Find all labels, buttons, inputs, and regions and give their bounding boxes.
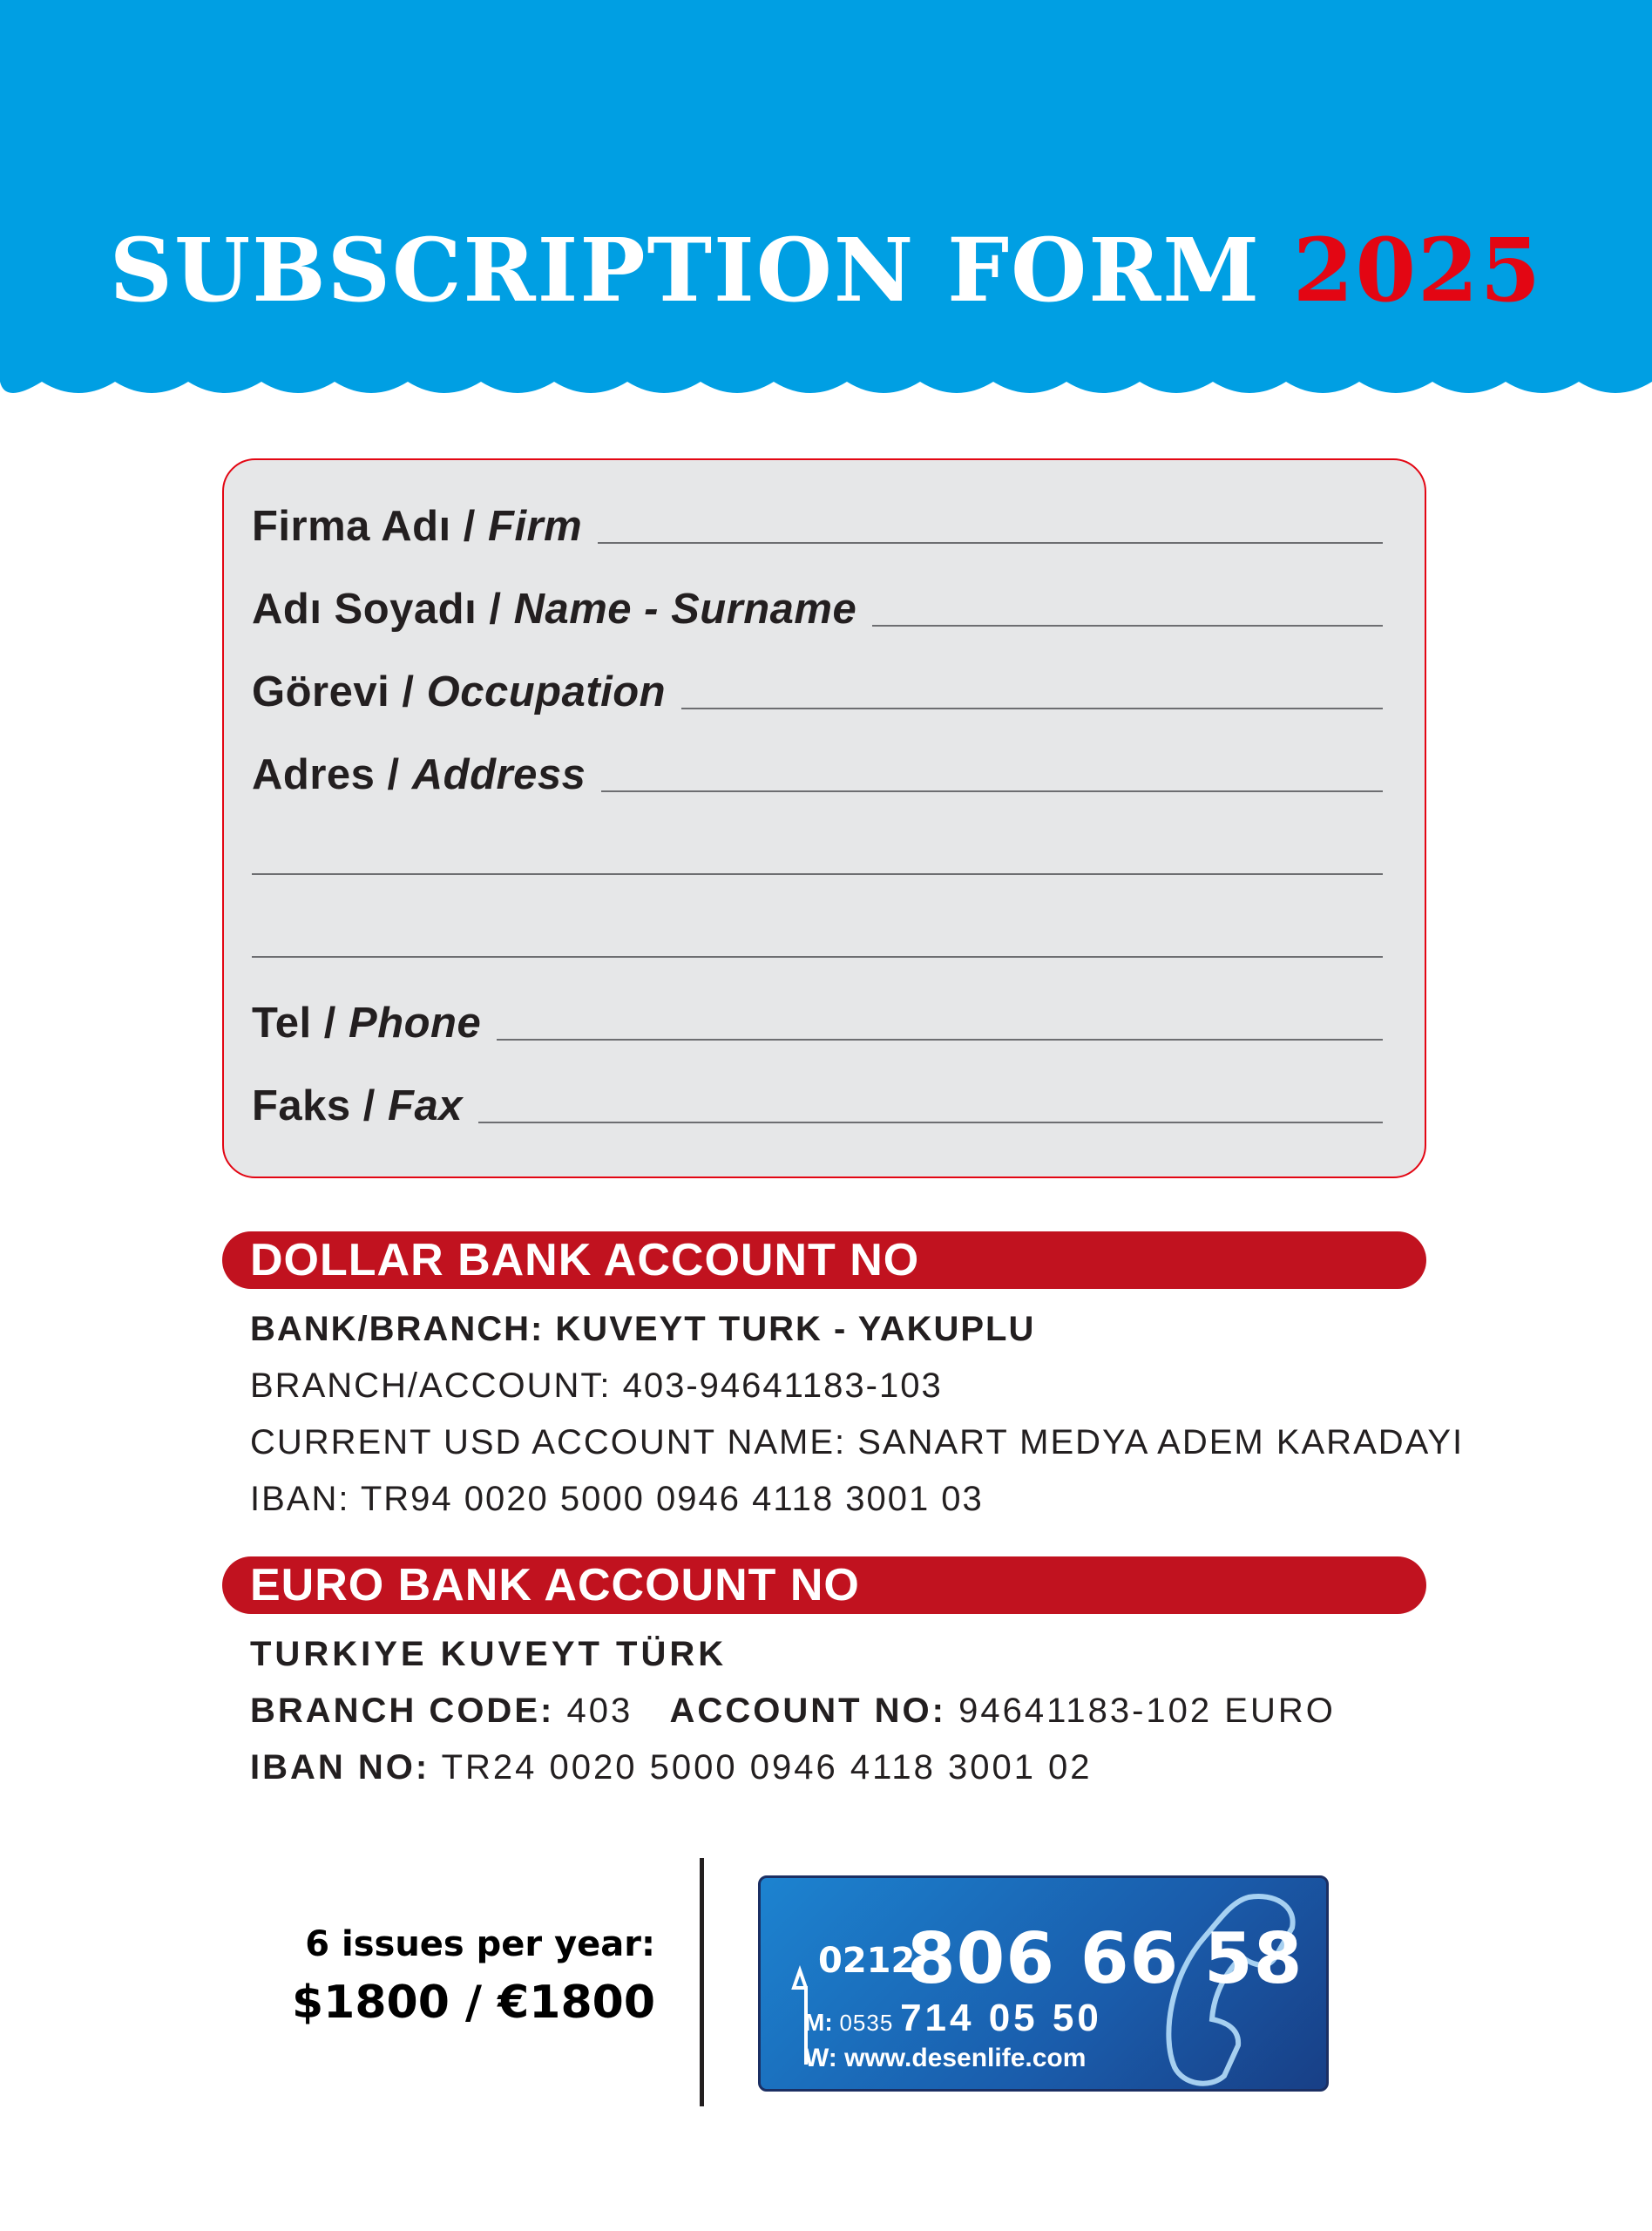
price: $1800 / €1800 <box>291 1977 655 2029</box>
field-label-firm: Firma Adı / Firm <box>252 502 598 551</box>
field-fax[interactable] <box>252 1075 1383 1136</box>
field-label-occupation: Görevi / Occupation <box>252 668 681 716</box>
field-line <box>252 956 1383 958</box>
field-occupation[interactable] <box>252 661 1383 722</box>
branch-code-value: 403 <box>566 1692 633 1730</box>
iban-label: IBAN NO: <box>250 1748 430 1787</box>
divider-vertical <box>700 1858 704 2106</box>
branch-code-label: BRANCH CODE: <box>250 1692 555 1730</box>
phone-prefix: 0212 <box>818 1941 916 1981</box>
field-address-line-2[interactable] <box>252 826 1383 887</box>
issues-per-year: 6 issues per year: <box>305 1924 655 1964</box>
field-firm[interactable] <box>252 495 1383 556</box>
field-phone[interactable] <box>252 992 1383 1053</box>
iban-value: TR24 0020 5000 0946 4118 3001 02 <box>441 1748 1093 1787</box>
dollar-bank-branch: BANK/BRANCH: KUVEYT TURK - YAKUPLU <box>250 1310 1036 1348</box>
field-line <box>252 873 1383 875</box>
field-name-surname[interactable] <box>252 578 1383 639</box>
dollar-branch-account: BRANCH/ACCOUNT: 403-94641183-103 <box>250 1366 943 1405</box>
euro-branch-account <box>250 1689 1336 1733</box>
title-year: 2025 <box>1292 219 1543 322</box>
phone-number[interactable]: 806 66 58 <box>907 1918 1303 1999</box>
dollar-account-heading: DOLLAR BANK ACCOUNT NO <box>222 1231 1426 1289</box>
mobile-line: M: 0535 714 05 50 <box>804 1997 1102 2039</box>
field-label-phone: Tel / Phone <box>252 999 497 1048</box>
euro-bank-name: TURKIYE KUVEYT TÜRK <box>250 1635 728 1673</box>
subscription-form <box>222 458 1426 1178</box>
dollar-iban: IBAN: TR94 0020 5000 0946 4118 3001 03 <box>250 1480 984 1518</box>
dollar-account-name: CURRENT USD ACCOUNT NAME: SANART MEDYA ADEM KARADAYI <box>250 1423 1465 1461</box>
website-line: W: www.desenlife.com <box>804 2044 1087 2072</box>
euro-account-heading: EURO BANK ACCOUNT NO <box>222 1556 1426 1614</box>
wave-divider <box>0 366 1652 410</box>
field-address[interactable] <box>252 743 1383 804</box>
field-label-fax: Faks / Fax <box>252 1082 478 1130</box>
account-no-value: 94641183-102 EURO <box>958 1692 1336 1730</box>
page-title: SUBSCRIPTION FORM 2025 <box>109 219 1543 322</box>
field-label-address: Adres / Address <box>252 750 601 799</box>
mobile-number[interactable]: 714 05 50 <box>900 1997 1102 2039</box>
field-address-line-3[interactable] <box>252 909 1383 970</box>
euro-iban <box>250 1746 1093 1789</box>
field-label-name: Adı Soyadı / Name - Surname <box>252 585 872 634</box>
contact-card <box>758 1875 1329 2092</box>
account-no-label: ACCOUNT NO: <box>669 1692 946 1730</box>
website-link[interactable]: www.desenlife.com <box>844 2044 1087 2072</box>
